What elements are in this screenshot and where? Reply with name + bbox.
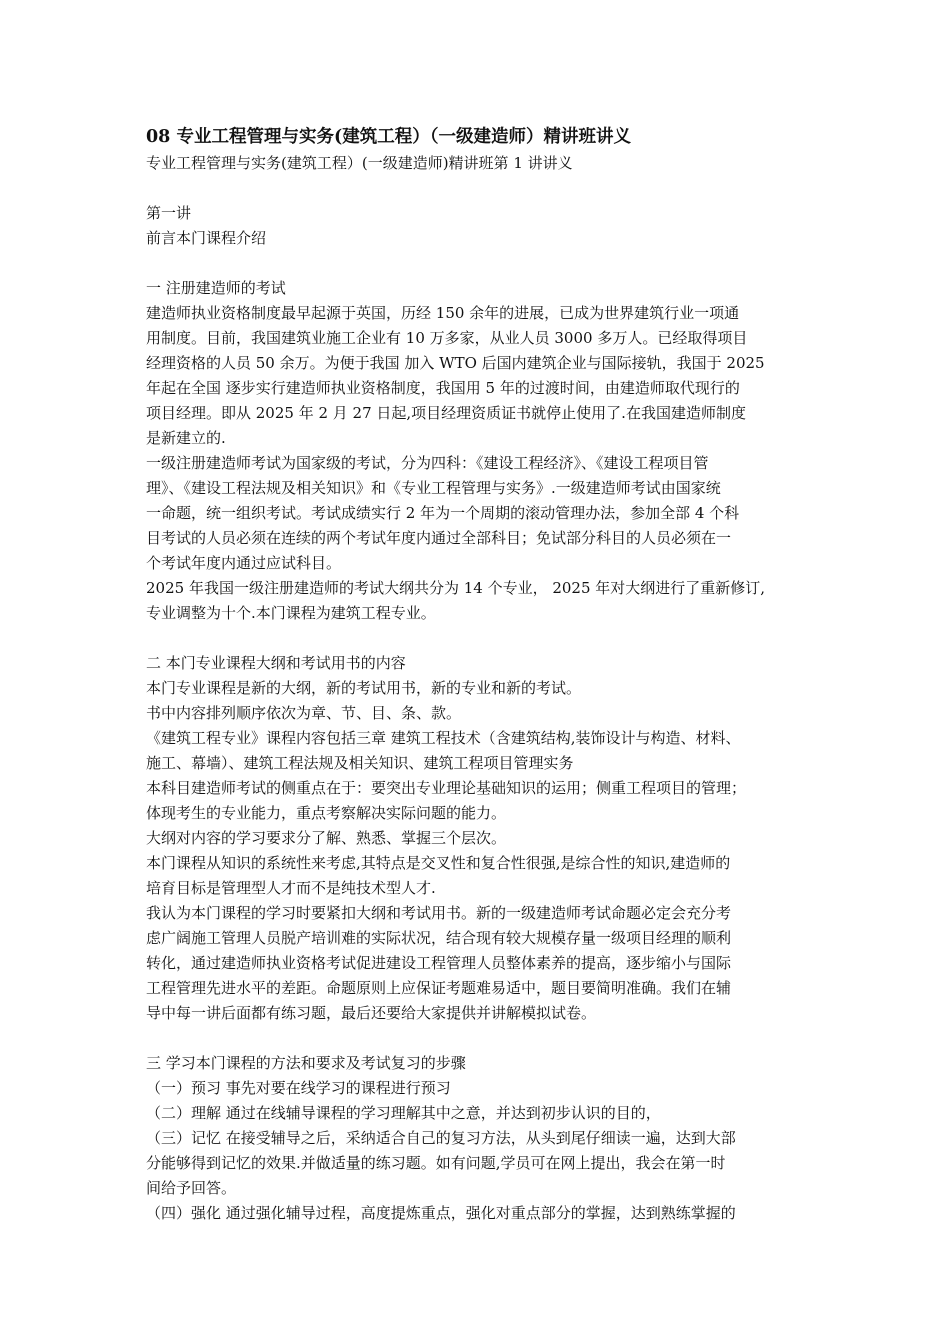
document-title: 08 专业工程管理与实务(建筑工程）（一级建造师）精讲班讲义 <box>146 127 631 147</box>
paragraph-line: 工程管理先进水平的差距。命题原则上应保证考题难易适中，题目要简明准确。我们在辅 <box>146 979 732 997</box>
paragraph-line: 转化，通过建造师执业资格考试促进建设工程管理人员整体素养的提高，逐步缩小与国际 <box>146 954 732 972</box>
paragraph-line: 一级注册建造师考试为国家级的考试，分为四科：《建设工程经济》、《建设工程项目管 <box>146 454 709 472</box>
paragraph-line: 目考试的人员必须在连续的两个考试年度内通过全部科目；免试部分科目的人员必须在一 <box>146 529 732 547</box>
paragraph-line: 体现考生的专业能力，重点考察解决实际问题的能力。 <box>146 804 507 822</box>
paragraph-line: 导中每一讲后面都有练习题，最后还要给大家提供并讲解模拟试卷。 <box>146 1004 597 1022</box>
paragraph-line: 培育目标是管理型人才而不是纯技术型人才. <box>146 879 436 897</box>
paragraph-line: 建造师执业资格制度最早起源于英国，历经 150 余年的进展，已成为世界建筑行业一项通 <box>146 304 740 322</box>
paragraph-line: 分能够得到记忆的效果.并做适量的练习题。如有问题,学员可在网上提出，我会在第一时 <box>146 1154 726 1172</box>
document-subtitle: 专业工程管理与实务(建筑工程）(一级建造师)精讲班第 1 讲讲义 <box>146 154 573 172</box>
paragraph-line: 本门课程从知识的系统性来考虑,其特点是交叉性和复合性很强,是综合性的知识,建造师的 <box>146 854 731 872</box>
section-heading: 一 注册建造师的考试 <box>146 279 286 297</box>
paragraph-line: 《建筑工程专业》课程内容包括三章 建筑工程技术（含建筑结构,装饰设计与构造、材料、 <box>146 729 741 747</box>
spacer <box>146 626 818 651</box>
section-heading: 三 学习本门课程的方法和要求及考试复习的步骤 <box>146 1054 466 1072</box>
document-body <box>146 201 818 1226</box>
paragraph-line: （一）预习 事先对要在线学习的课程进行预习 <box>146 1079 451 1097</box>
spacer <box>146 251 818 276</box>
paragraph-line: 间给予回答。 <box>146 1179 237 1197</box>
paragraph-line: 专业调整为十个.本门课程为建筑工程专业。 <box>146 604 436 622</box>
paragraph-line: 本科目建造师考试的侧重点在于：要突出专业理论基础知识的运用；侧重工程项目的管理； <box>146 779 747 797</box>
lecture-number: 第一讲 <box>146 204 192 222</box>
paragraph-line: 项目经理。即从 2025 年 2 月 27 日起,项目经理资质证书就停止使用了.在我国建造师制度 <box>146 404 746 422</box>
paragraph-line: 本门专业课程是新的大纲，新的考试用书，新的专业和新的考试。 <box>146 679 582 697</box>
paragraph-line: 是新建立的. <box>146 429 226 447</box>
paragraph-line: 施工、幕墙）、建筑工程法规及相关知识、建筑工程项目管理实务 <box>146 754 574 772</box>
paragraph-line: 经理资格的人员 50 余万。为便于我国 加入 WTO 后国内建筑企业与国际接轨，我国于 2025 <box>146 354 765 372</box>
spacer <box>146 1026 818 1051</box>
paragraph-line: 个考试年度内通过应试科目。 <box>146 554 342 572</box>
lecture-topic: 前言本门课程介绍 <box>146 229 267 247</box>
paragraph-line: （四）强化 通过强化辅导过程，高度提炼重点，强化对重点部分的掌握，达到熟练掌握的 <box>146 1204 736 1222</box>
paragraph-line: 理》、《建设工程法规及相关知识》和《专业工程管理与实务》.一级建造师考试由国家统 <box>146 479 721 497</box>
paragraph-line: 年起在全国 逐步实行建造师执业资格制度，我国用 5 年的过渡时间，由建造师取代现行的 <box>146 379 740 397</box>
paragraph-line: 一命题，统一组织考试。考试成绩实行 2 年为一个周期的滚动管理办法，参加全部 4 个科 <box>146 504 740 522</box>
paragraph-line: 用制度。目前，我国建筑业施工企业有 10 万多家，从业人员 3000 多万人。已经取得项目 <box>146 329 748 347</box>
paragraph-line: （二）理解 通过在线辅导课程的学习理解其中之意，并达到初步认识的目的， <box>146 1104 661 1122</box>
paragraph-line: 大纲对内容的学习要求分了解、熟悉、掌握三个层次。 <box>146 829 507 847</box>
paragraph-line: 虑广阔施工管理人员脱产培训难的实际状况，结合现有较大规模存量一级项目经理的顺利 <box>146 929 732 947</box>
paragraph-line: 2025 年我国一级注册建造师的考试大纲共分为 14 个专业， 2025 年对大纲进行了重新修订, <box>146 579 766 597</box>
paragraph-line: 书中内容排列顺序依次为章、节、目、条、款。 <box>146 704 462 722</box>
paragraph-line: （三）记忆 在接受辅导之后，采纳适合自己的复习方法，从头到尾仔细读一遍，达到大部 <box>146 1129 736 1147</box>
paragraph-line: 我认为本门课程的学习时要紧扣大纲和考试用书。新的一级建造师考试命题必定会充分考 <box>146 904 732 922</box>
section-heading: 二 本门专业课程大纲和考试用书的内容 <box>146 654 406 672</box>
